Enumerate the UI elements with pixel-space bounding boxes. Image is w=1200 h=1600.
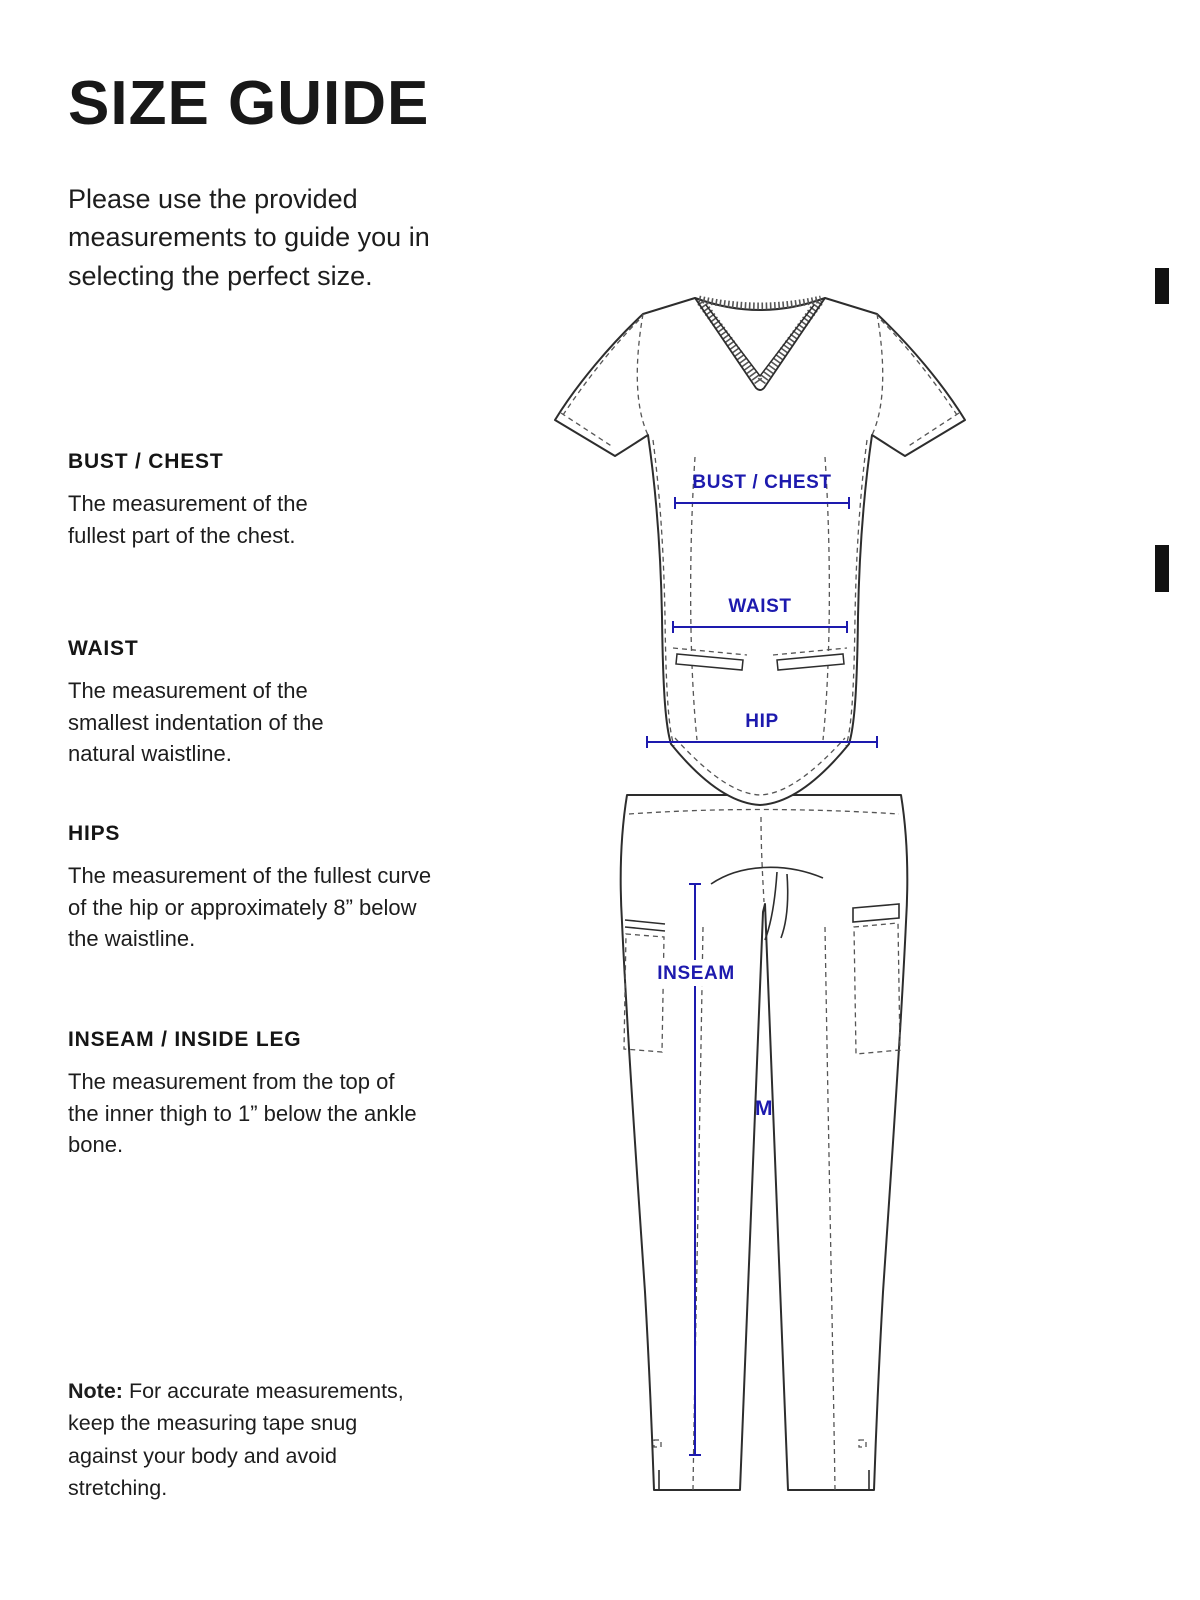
bust-label: BUST / CHEST [692,472,832,493]
section-heading-inseam: INSEAM / INSIDE LEG [68,1028,302,1051]
size-letter-label: M [754,1097,774,1120]
scrubs-size-diagram [525,272,995,1542]
section-body-bust: The measurement of the fullest part of the chest. [68,491,308,548]
section-body-hips: The measurement of the fullest curve of the hip or approximately 8” below the waistline. [68,863,432,952]
note-body: For accurate measurements, keep the measuring tape snug against your body and avoid stretching. [68,1379,404,1500]
hip-label: HIP [745,711,779,732]
section-heading-bust: BUST / CHEST [68,450,224,473]
edge-artifact-bottom [1155,545,1169,592]
intro-text: Please use the provided measurements to guide you in selecting the perfect size. [68,184,430,291]
waist-label: WAIST [728,596,792,617]
note-label: Note: [68,1379,123,1403]
page-title: SIZE GUIDE [68,69,430,138]
inseam-label: INSEAM [657,963,735,984]
section-heading-waist: WAIST [68,637,139,660]
edge-artifact-top [1155,268,1169,304]
section-heading-hips: HIPS [68,822,121,845]
section-body-waist: The measurement of the smallest indentation of the natural waistline. [68,678,324,767]
section-body-inseam: The measurement from the top of the inner thigh to 1” below the ankle bone. [68,1069,417,1158]
note-text [68,1375,423,1504]
